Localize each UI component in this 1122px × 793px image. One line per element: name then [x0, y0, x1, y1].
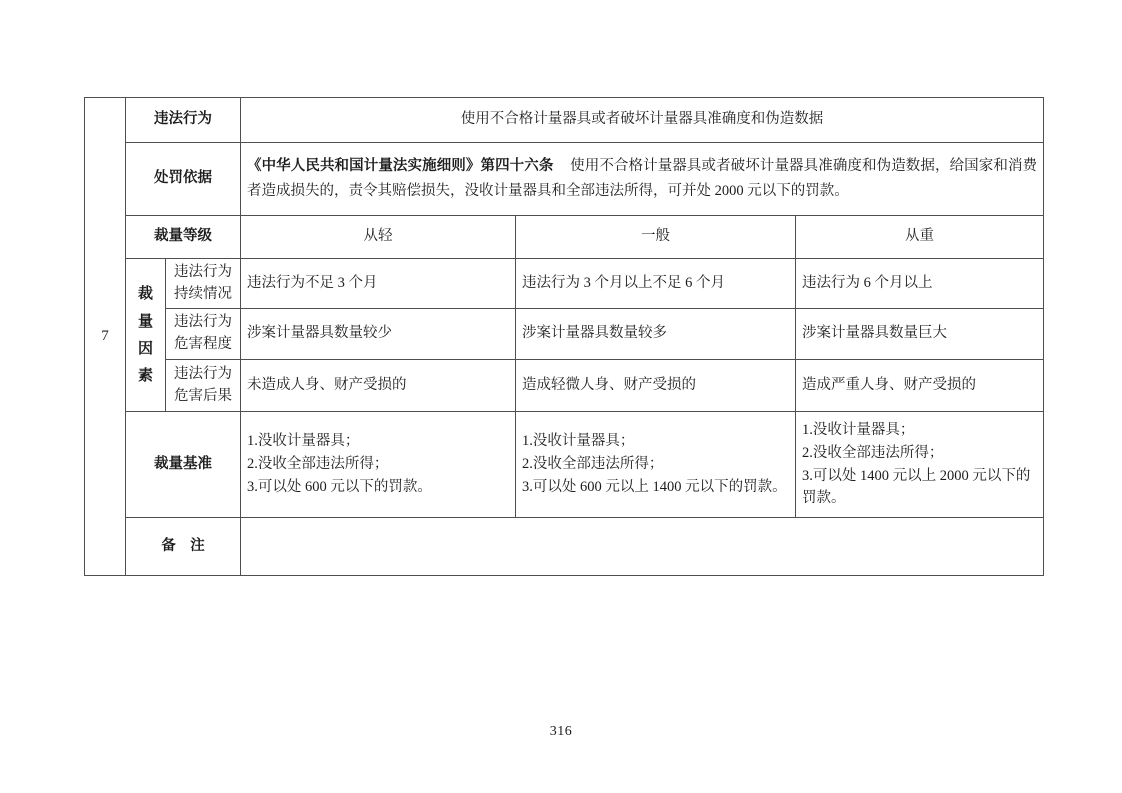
benchmark-item: 1.没收计量器具； [247, 433, 360, 450]
level-light: 从轻 [241, 216, 516, 259]
remarks-content [241, 518, 1044, 576]
benchmark-cell-general [516, 412, 796, 518]
factor-cell: 违法行为不足 3 个月 [241, 259, 516, 309]
case-number: 7 [101, 327, 109, 344]
benchmark-cell-light [241, 412, 516, 518]
benchmark-label: 裁量基准 [126, 412, 241, 518]
table-row [85, 216, 1044, 259]
benchmark-item: 2.没收全部违法所得； [522, 456, 664, 473]
benchmark-item: 1.没收计量器具； [802, 421, 915, 438]
case-number-cell [85, 98, 126, 576]
illegal-act-content: 使用不合格计量器具或者破坏计量器具准确度和伪造数据 [241, 98, 1044, 143]
benchmark-item: 2.没收全部违法所得； [802, 444, 944, 461]
factor-group-cell [126, 259, 166, 412]
penalty-basis-label: 处罚依据 [126, 143, 241, 216]
factor-cell: 造成严重人身、财产受损的 [796, 360, 1044, 412]
factor-row [85, 360, 1044, 412]
factor-cell: 违法行为 6 个月以上 [796, 259, 1044, 309]
factor-label-consequence: 违法行为危害后果 [166, 360, 241, 412]
benchmark-item: 2.没收全部违法所得； [247, 456, 389, 473]
benchmark-item: 3.可以处 600 元以上 1400 元以下的罚款。 [522, 478, 787, 495]
page-number: 316 [549, 724, 573, 739]
illegal-act-label: 违法行为 [126, 98, 241, 143]
benchmark-item: 3.可以处 1400 元以上 2000 元以下的罚款。 [802, 467, 1031, 507]
remarks-label: 备 注 [126, 518, 241, 576]
factor-cell: 涉案计量器具数量较多 [516, 309, 796, 360]
benchmark-item: 1.没收计量器具； [522, 433, 635, 450]
benchmark-item: 3.可以处 600 元以下的罚款。 [247, 478, 432, 495]
factor-label-duration: 违法行为持续情况 [166, 259, 241, 309]
factor-group-label: 裁量因素 [137, 285, 153, 385]
factor-cell: 违法行为 3 个月以上不足 6 个月 [516, 259, 796, 309]
factor-row [85, 259, 1044, 309]
table-row [85, 412, 1044, 518]
discretion-level-label: 裁量等级 [126, 216, 241, 259]
level-general: 一般 [516, 216, 796, 259]
table-row [85, 98, 1044, 143]
factor-cell: 造成轻微人身、财产受损的 [516, 360, 796, 412]
table-row [85, 143, 1044, 216]
factor-cell: 未造成人身、财产受损的 [241, 360, 516, 412]
level-heavy: 从重 [796, 216, 1044, 259]
penalty-discretion-table [84, 97, 1044, 576]
benchmark-cell-heavy [796, 412, 1044, 518]
law-citation: 《中华人民共和国计量法实施细则》第四十六条 [247, 158, 554, 175]
penalty-basis-content [241, 143, 1044, 216]
factor-cell: 涉案计量器具数量巨大 [796, 309, 1044, 360]
factor-label-degree: 违法行为危害程度 [166, 309, 241, 360]
table-row [85, 518, 1044, 576]
factor-cell: 涉案计量器具数量较少 [241, 309, 516, 360]
factor-row [85, 309, 1044, 360]
penalty-basis-text: 使用不合格计量器具或者破坏计量器具准确度和伪造数据，给国家和消费者造成损失的，责令其赔偿损失，没收计量器具和全部违法所得，可并处 2000 元以下的罚款。 [247, 158, 1038, 199]
